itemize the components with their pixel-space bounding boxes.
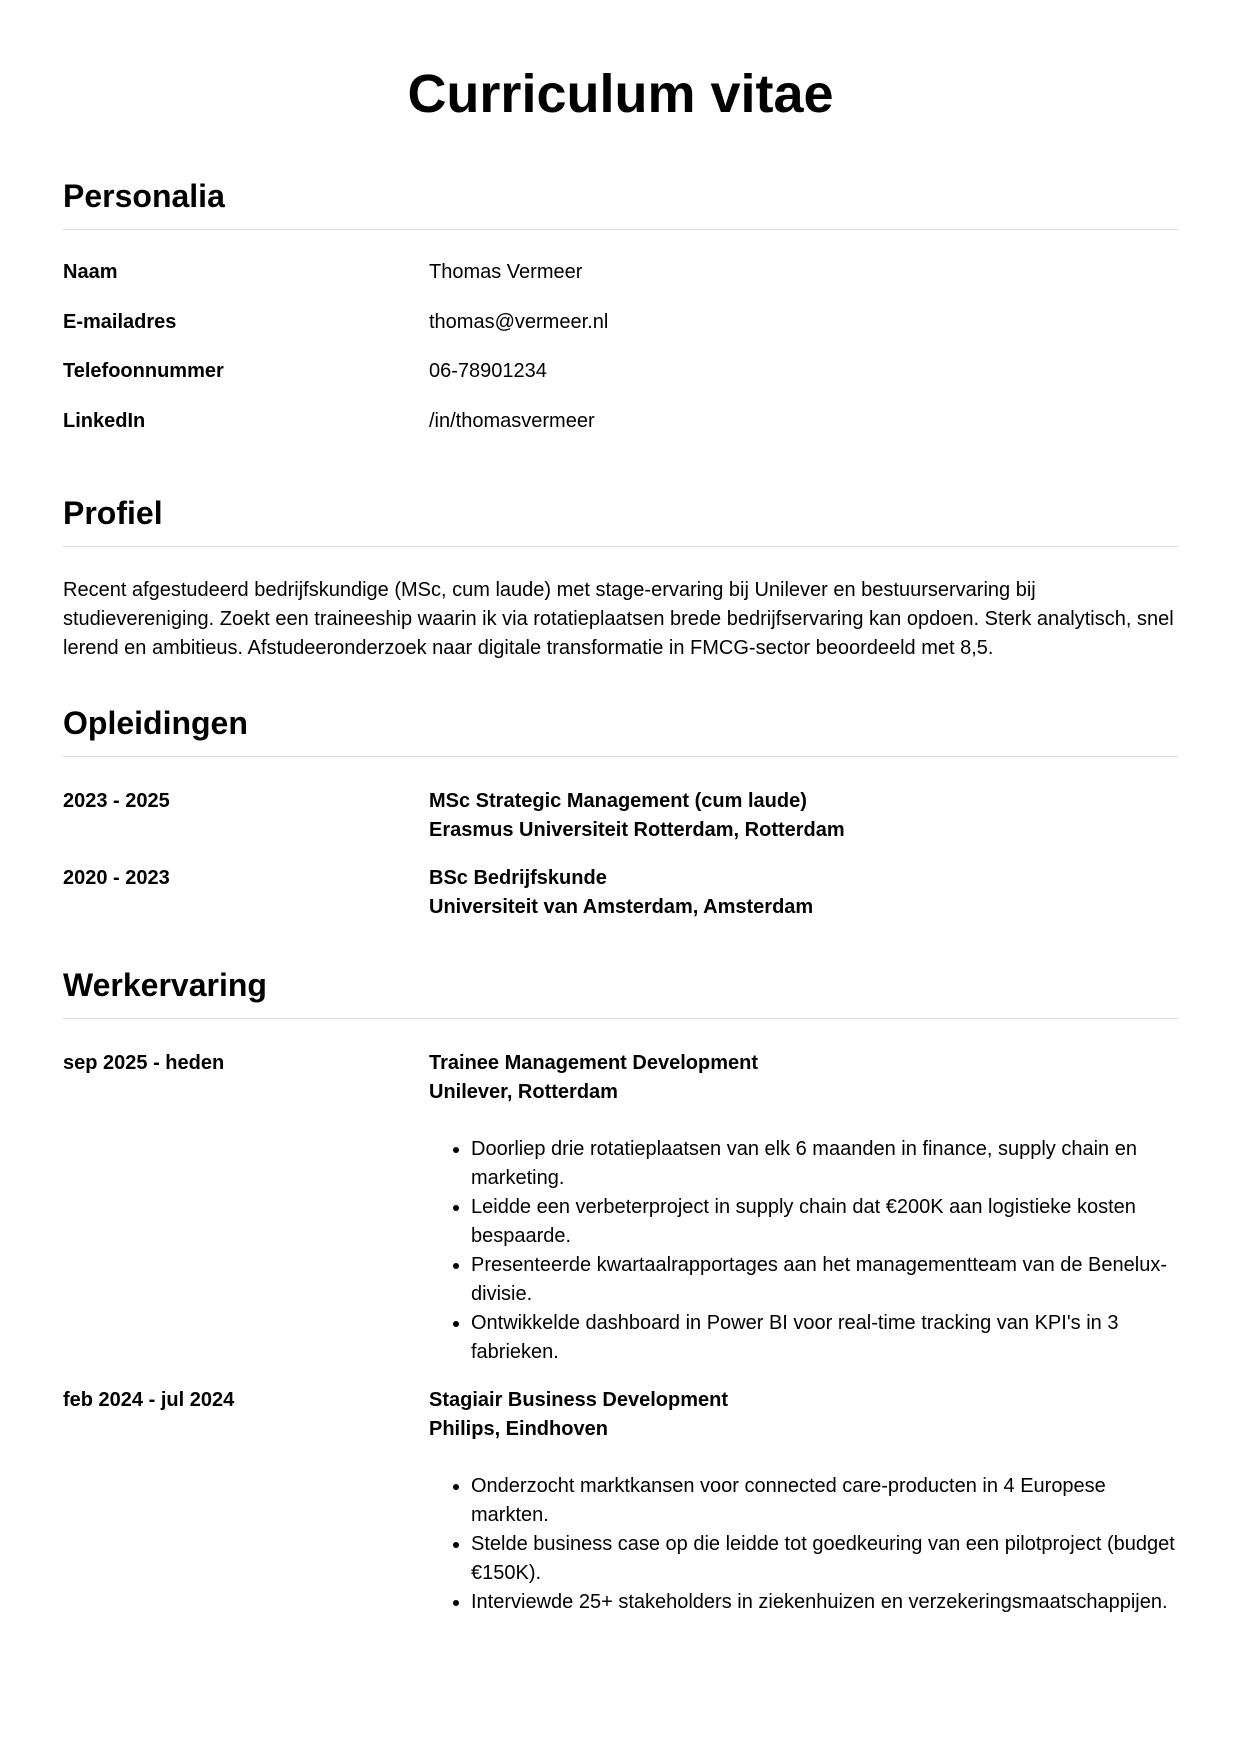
personalia-row-naam [63,259,1178,309]
work-job-title: Trainee Management Development [429,1052,758,1074]
personalia-row-email [63,309,1178,359]
education-entry [63,864,1178,922]
work-period: sep 2025 - heden [63,1052,225,1074]
education-degree: MSc Strategic Management (cum laude) [429,790,807,812]
education-entry [63,787,1178,845]
education-details [429,864,1178,922]
education-period: 2023 - 2025 [63,790,170,812]
work-experience-list [63,1049,1178,1617]
list-item: • Onderzocht marktkansen voor connected care-producten in 4 Europese markten. [471,1472,1178,1530]
section-heading-werkervaring: Werkervaring [63,965,1178,1019]
personalia-value-naam: Thomas Vermeer [429,261,583,283]
personalia-table [63,259,1178,457]
list-item: • Stelde business case op die leidde tot goedkeuring van een pilotproject (budget €150K). [471,1530,1178,1588]
personalia-value-linkedin[interactable]: /in/thomasvermeer [429,409,595,432]
work-achievements [429,1472,1178,1617]
list-item: • Doorliep drie rotatieplaatsen van elk 6 maanden in finance, supply chain en marketing. [471,1135,1178,1193]
work-entry [63,1386,1178,1617]
document-title: Curriculum vitae [407,64,834,124]
personalia-label: Telefoonnummer [63,360,224,382]
personalia-value-email[interactable]: thomas@vermeer.nl [429,310,609,333]
work-employer: Philips, Eindhoven [429,1418,608,1440]
section-heading-profiel: Profiel [63,493,1178,547]
work-job-title: Stagiair Business Development [429,1389,728,1411]
education-details [429,787,1178,845]
list-item: • Interviewde 25+ stakeholders in ziekenhuizen en verzekeringsmaatschappijen. [471,1588,1178,1617]
work-period: feb 2024 - jul 2024 [63,1389,235,1411]
section-heading-personalia: Personalia [63,176,1178,230]
work-entry [63,1049,1178,1367]
personalia-label: LinkedIn [63,409,146,432]
education-institution: Erasmus Universiteit Rotterdam, Rotterdam [429,819,845,841]
education-period: 2020 - 2023 [63,867,170,889]
personalia-label: E-mailadres [63,310,177,333]
education-institution: Universiteit van Amsterdam, Amsterdam [429,896,814,918]
work-details [429,1386,1178,1617]
education-list [63,787,1178,922]
profile-summary: Recent afgestudeerd bedrijfskundige (MSc, cum laude) met stage-ervaring bij Unilever en bestuurservaring bij studievereniging. Zoekt een traineeship waarin ik via rotatieplaatsen brede bedrijfservaring kan opdoen. Sterk analytisch, snel lerend en ambitieus. Afstudeeronderzoek naar digitale transformatie in FMCG-sector beoordeeld met 8,5. [63,579,1174,659]
work-achievements [429,1135,1178,1367]
work-employer: Unilever, Rotterdam [429,1081,618,1103]
personalia-row-linkedin [63,408,1178,458]
personalia-row-telefoon [63,358,1178,408]
section-heading-opleidingen: Opleidingen [63,703,1178,757]
personalia-value-telefoon: 06-78901234 [429,360,547,382]
education-degree: BSc Bedrijfskunde [429,867,607,889]
list-item: • Leidde een verbeterproject in supply chain dat €200K aan logistieke kosten bespaarde. [471,1193,1178,1251]
personalia-label: Naam [63,261,118,283]
list-item: • Ontwikkelde dashboard in Power BI voor real-time tracking van KPI's in 3 fabrieken. [471,1309,1178,1367]
work-details [429,1049,1178,1367]
list-item: • Presenteerde kwartaalrapportages aan het managementteam van de Benelux-divisie. [471,1251,1178,1309]
